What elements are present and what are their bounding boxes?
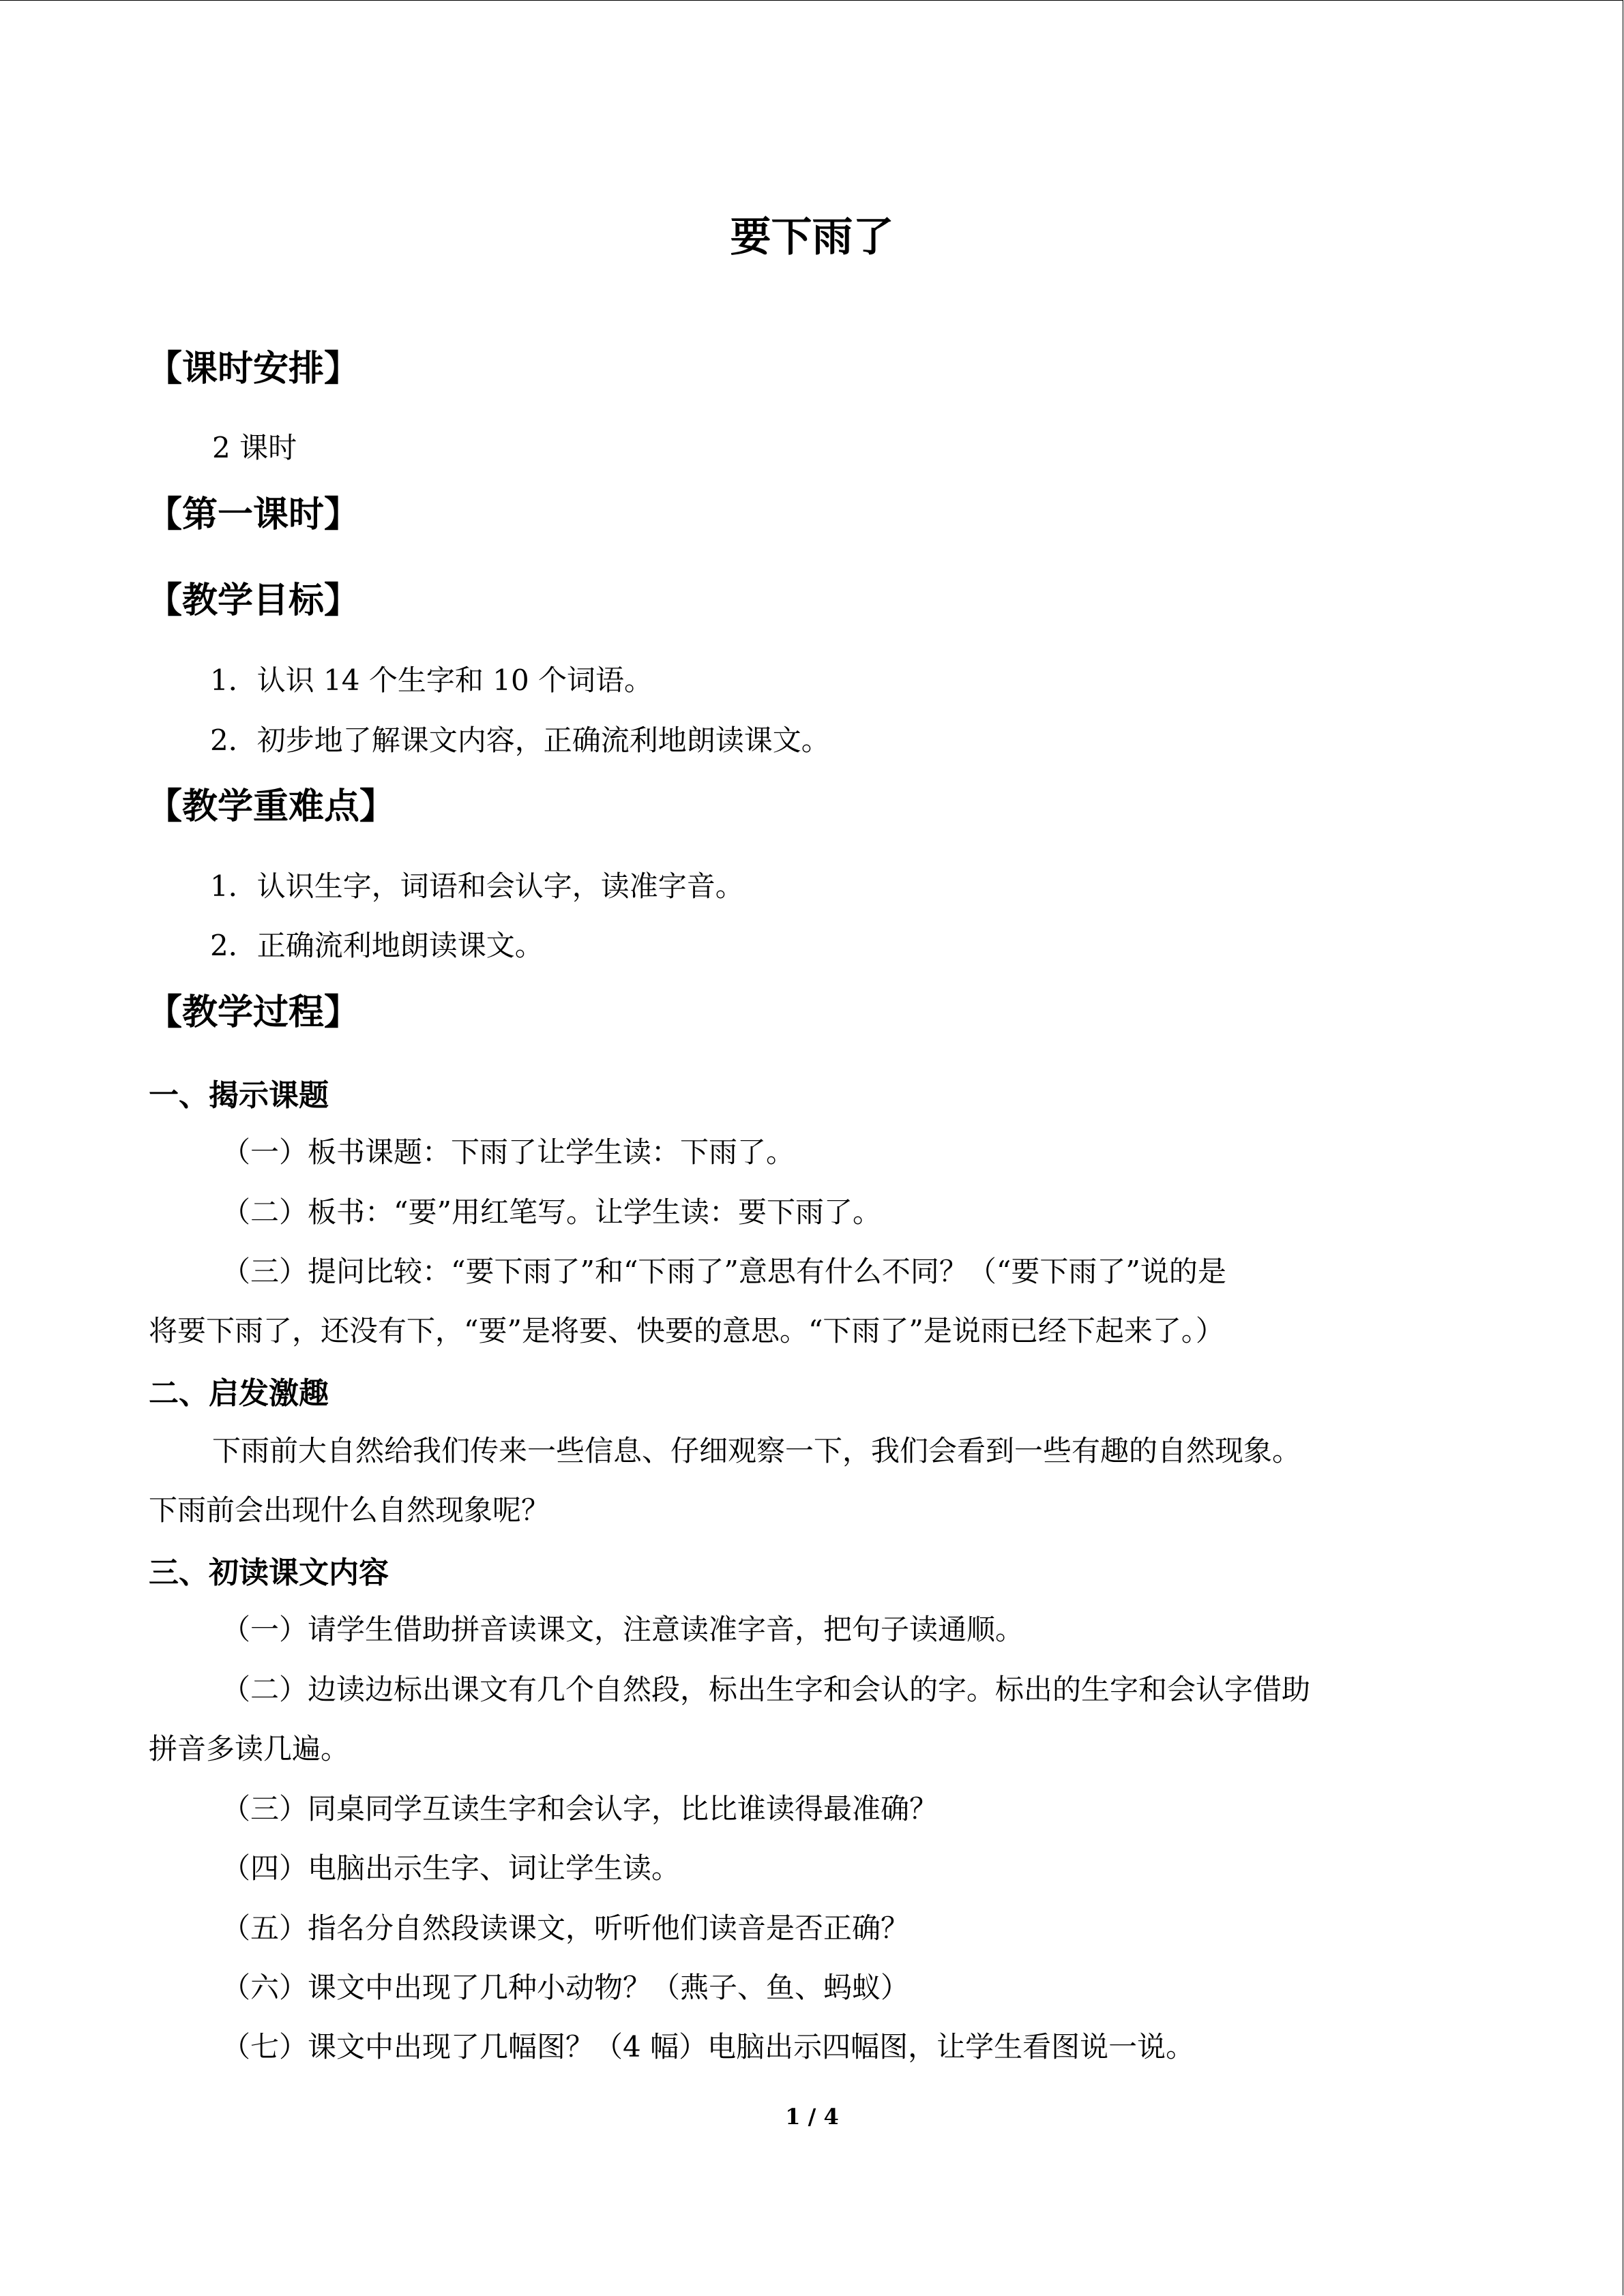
paragraph-line: 拼音多读几遍。 [149, 1732, 350, 1765]
subheading-part2: 二、启发激趣 [149, 1376, 329, 1411]
page-title: 要下雨了 [730, 213, 894, 261]
keypoint-item: 1．认识生字，词语和会认字，读准字音。 [210, 869, 744, 903]
heading-process: 【教学过程】 [147, 992, 360, 1033]
paragraph-line: （七）课文中出现了几幅图？（4 幅）电脑出示四幅图，让学生看图说一说。 [222, 2030, 1195, 2063]
paragraph-line: （二）板书：“要”用红笔写。让学生读：要下雨了。 [222, 1195, 881, 1229]
subheading-part3: 三、初读课文内容 [149, 1555, 389, 1590]
paragraph-line: （三）同桌同学互读生字和会认字，比比谁读得最准确？ [222, 1792, 939, 1825]
paragraph-line: （二）边读边标出课文有几个自然段，标出生字和会认的字。标出的生字和会认字借助 [222, 1673, 1311, 1706]
heading-keypoints: 【教学重难点】 [147, 786, 396, 827]
paragraph-line: （五）指名分自然段读课文，听听他们读音是否正确？ [222, 1911, 910, 1945]
keypoint-item: 2．正确流利地朗读课文。 [210, 929, 544, 962]
paragraph-line: （一）请学生借助拼音读课文，注意读准字音，把句子读通顺。 [222, 1613, 1024, 1646]
paragraph-line: 下雨前会出现什么自然现象呢？ [149, 1493, 550, 1527]
paragraph-line: 将要下雨了，还没有下，“要”是将要、快要的意思。“下雨了”是说雨已经下起来了。） [149, 1314, 1224, 1347]
paragraph-line: （三）提问比较：“要下雨了”和“下雨了”意思有什么不同？（“要下雨了”说的是 [222, 1255, 1226, 1288]
goal-item: 1．认识 14 个生字和 10 个词语。 [210, 664, 653, 697]
paragraph-line: （六）课文中出现了几种小动物？（燕子、鱼、蚂蚁） [222, 1971, 910, 2004]
goal-item: 2．初步地了解课文内容，正确流利地朗读课文。 [210, 724, 830, 757]
heading-lesson1: 【第一课时】 [147, 494, 360, 535]
page-number: 1 / 4 [785, 2104, 839, 2130]
paragraph-line: （一）板书课题：下雨了让学生读：下雨了。 [222, 1135, 795, 1169]
heading-schedule: 【课时安排】 [147, 348, 360, 389]
subheading-part1: 一、揭示课题 [149, 1078, 329, 1113]
heading-goals: 【教学目标】 [147, 580, 360, 621]
paragraph-line: （四）电脑出示生字、词让学生读。 [222, 1851, 681, 1885]
schedule-text: 2 课时 [212, 431, 297, 464]
paragraph-line: 下雨前大自然给我们传来一些信息、仔细观察一下，我们会看到一些有趣的自然现象。 [212, 1434, 1301, 1467]
